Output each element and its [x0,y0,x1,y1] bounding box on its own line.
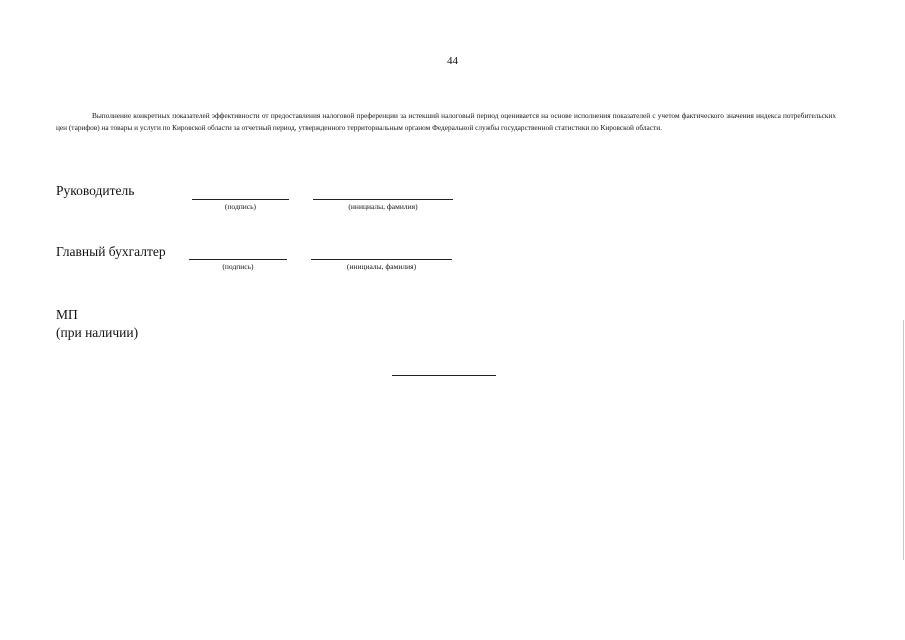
accountant-name-caption: (инициалы, фамилия) [346,262,417,271]
head-signature-caption: (подпись) [224,202,257,211]
page-number: 44 [447,55,458,67]
head-name-caption: (инициалы, фамилия) [348,202,418,211]
scan-margin-mark [903,320,904,560]
accountant-label: Главный бухгалтер [56,244,166,259]
accountant-signature-line [189,259,287,260]
stamp-label: МП [56,307,78,322]
accountant-name-line [311,259,452,260]
accountant-signature-caption: (подпись) [222,262,254,271]
head-label: Руководитель [56,183,135,198]
head-name-line [313,199,453,200]
head-signature-line [192,199,289,200]
end-rule [392,375,496,376]
stamp-note: (при наличии) [56,325,139,340]
body-paragraph: Выполнение конкретных показателей эффективности от предоставления налоговой преференции за истекший налоговый период оценивается на основе исполнения показателей с учетом фактического значения индекса потребительских цен (тарифов) на товары и услуги по Кировской области за отчетный период, утвержденного территориальным органом Федеральной службы государственной статистики по Кировской области. [56,111,836,132]
